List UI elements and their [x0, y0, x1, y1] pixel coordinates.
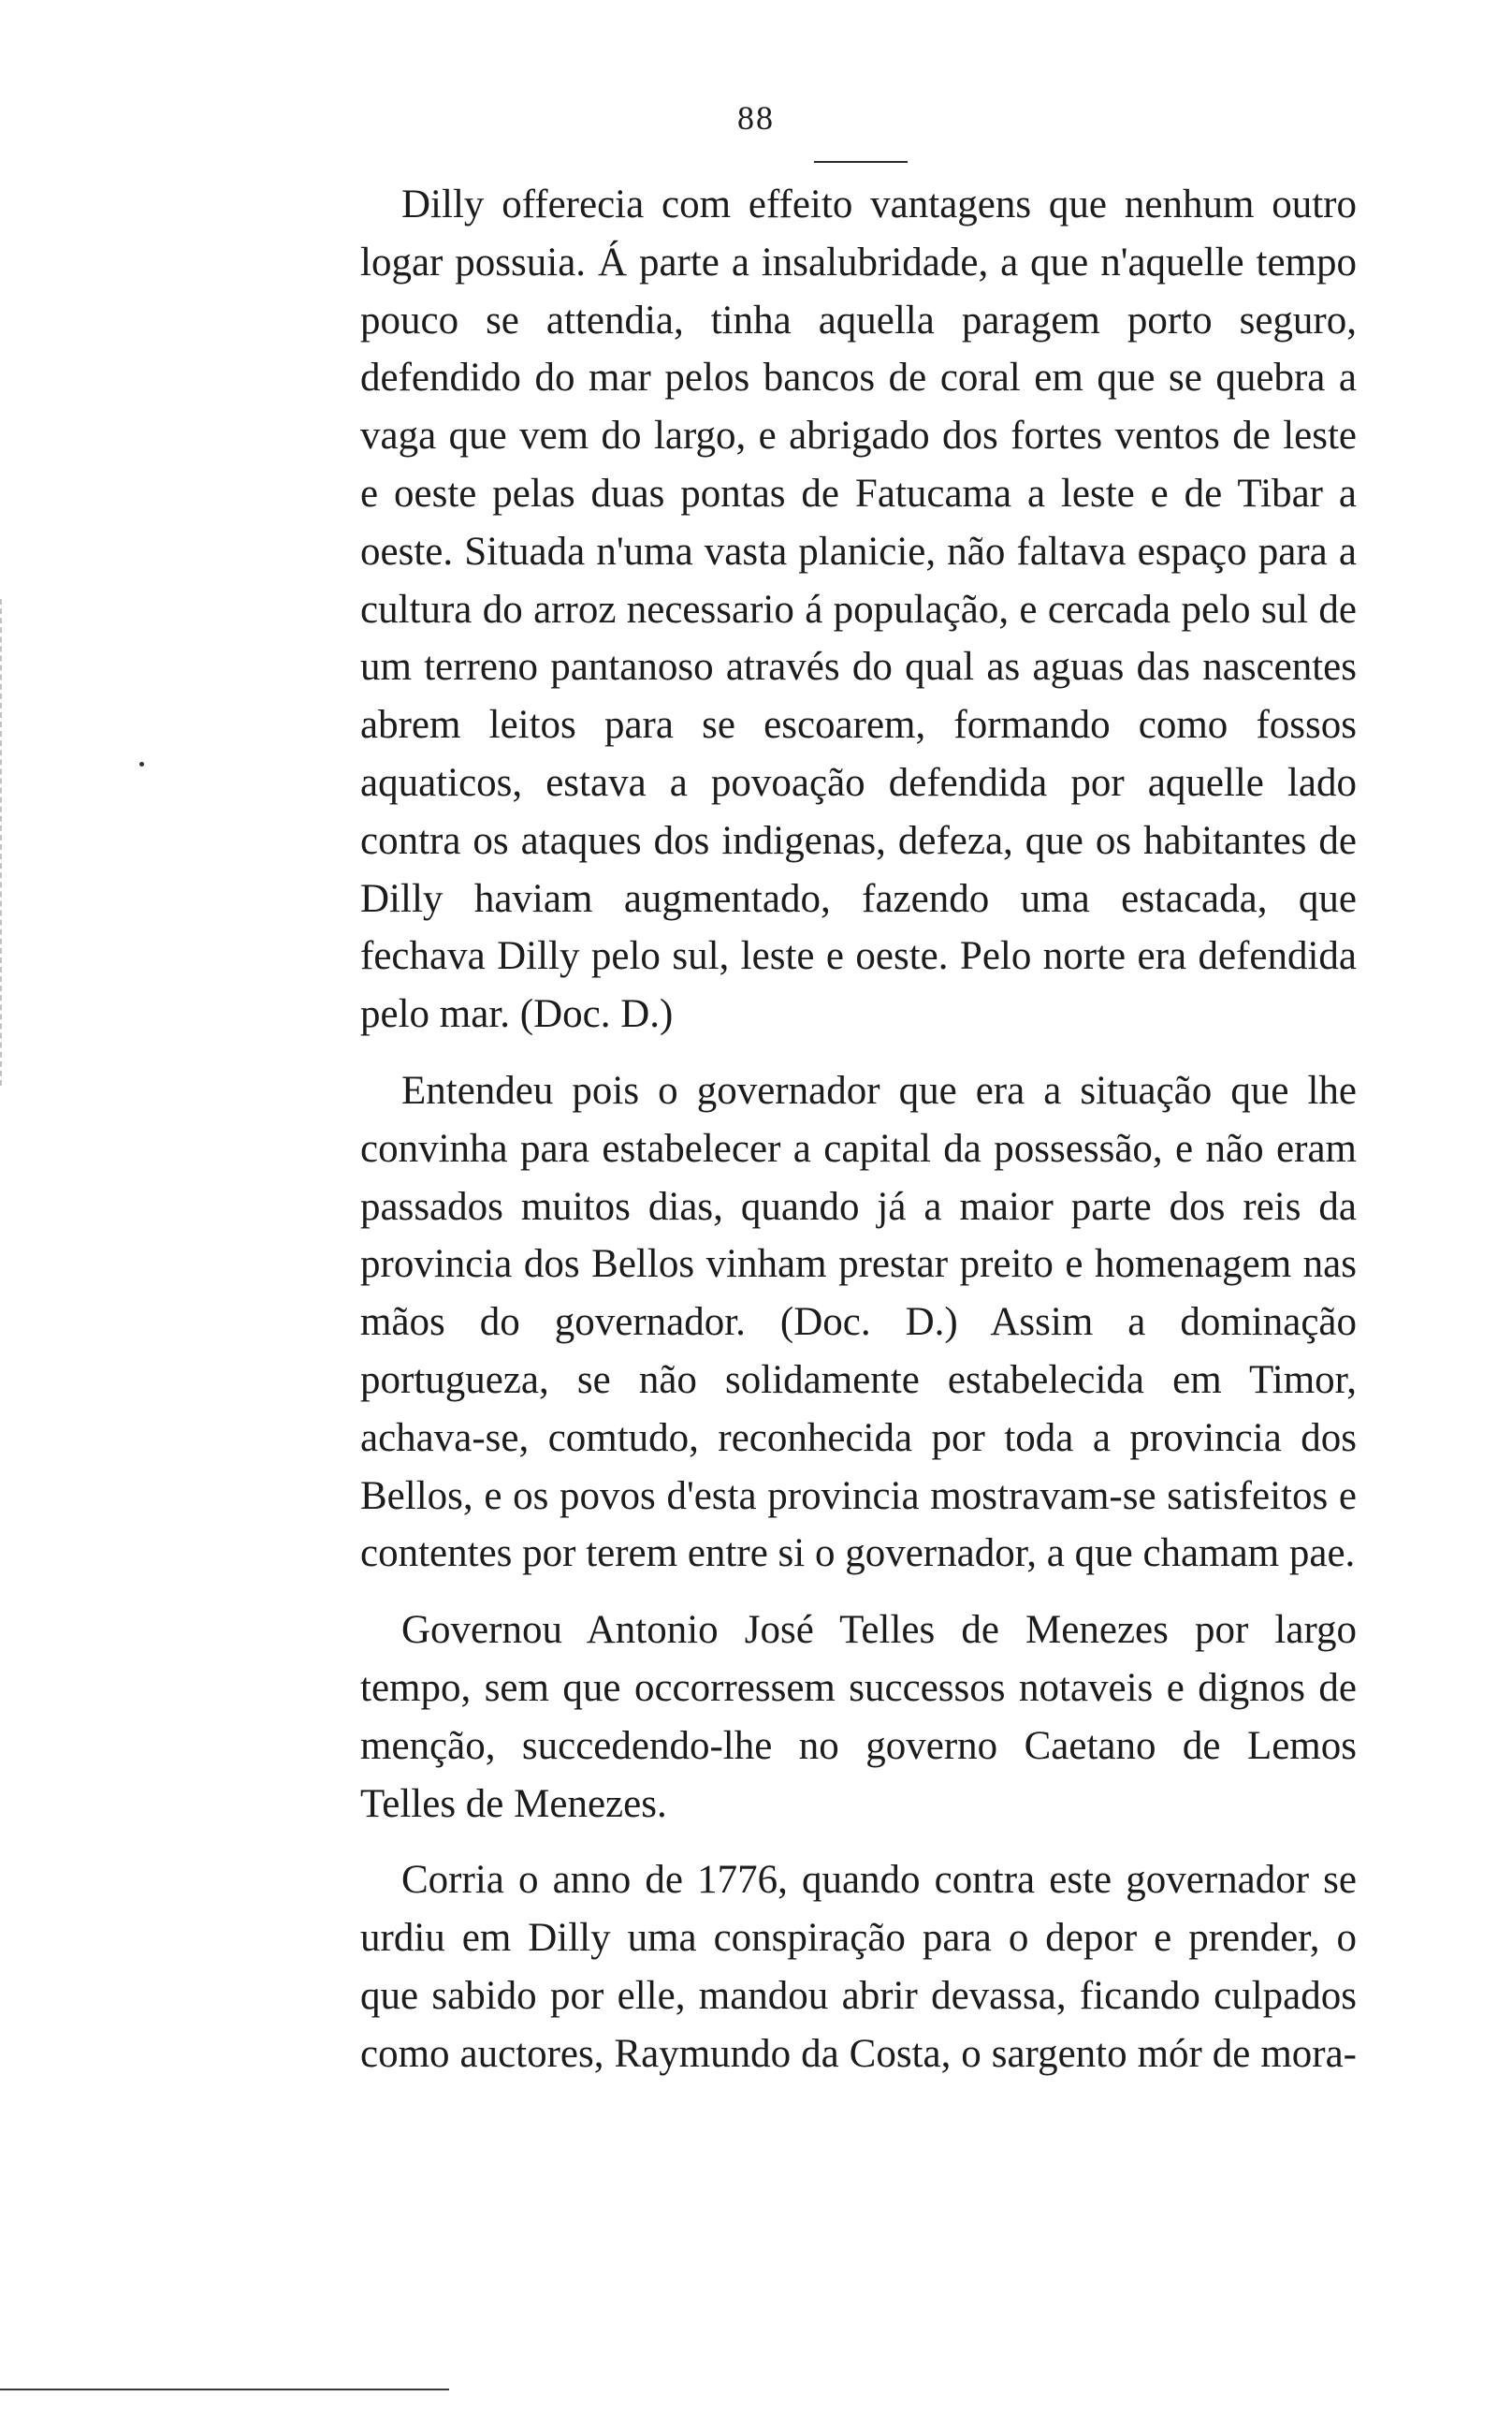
paragraph-1: Dilly offerecia com effeito vantagens que nenhum outro logar possuia. Á parte a insalubridade, a que n'aquelle tempo pouco se attendia, tinha aquella paragem porto seguro, defendido do mar pelos bancos de coral em que se quebra a vaga que vem do largo, e abrigado dos fortes ventos de leste e oeste pelas duas pontas de Fatucama a leste e de Tibar a oeste. Situada n'uma vasta planicie, não faltava espaço para a cultura do arroz necessario á população, e cercada pelo sul de um terreno pantanoso através do qual as aguas das nascentes abrem leitos para se escoarem, formando como fossos aquaticos, estava a povoação defendida por aquelle lado contra os ataques dos indigenas, defeza, que os habitantes de Dilly haviam augmentado, fazendo uma estacada, que fechava Dilly pelo sul, leste e oeste. Pelo norte era defendida pelo mar. (Doc. D.) — [360, 183, 1357, 1037]
ink-speck — [139, 762, 144, 767]
bottom-edge-line — [0, 2389, 449, 2390]
binding-edge-marks — [0, 599, 7, 1086]
page-number-rule — [814, 161, 908, 163]
paragraph-4: Corria o anno de 1776, quando contra este governador se urdiu em Dilly uma conspiração para o depor e prender, o que sabido por elle, mandou abrir devassa, ficando culpados como auctores, Raymundo da Costa, o sargento mór de mora- — [360, 1858, 1357, 2076]
paragraph-3: Governou Antonio José Telles de Menezes por largo tempo, sem que occorressem successos notaveis e dignos de menção, succedendo-lhe no governo Caetano de Lemos Telles de Menezes. — [360, 1608, 1357, 1826]
page-number: 88 — [737, 99, 775, 137]
page-body — [360, 176, 1357, 2083]
paragraph-2: Entendeu pois o governador que era a situação que lhe convinha para estabelecer a capital da possessão, e não eram passados muitos dias, quando já a maior parte dos reis da provincia dos Bellos vinham prestar preito e homenagem nas mãos do governador. (Doc. D.) Assim a dominação portugueza, se não solidamente estabelecida em Timor, achava-se, comtudo, reconhecida por toda a provincia dos Bellos, e os povos d'esta provincia mostravam-se satisfeitos e contentes por terem entre si o governador, a que chamam pae. — [360, 1068, 1357, 1576]
